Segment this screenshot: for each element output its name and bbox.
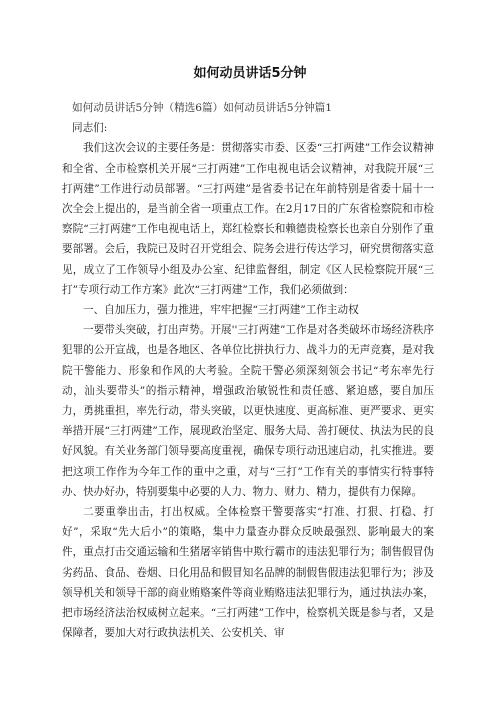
- document-subtitle: 如何动员讲话5分钟（精选6篇）如何动员讲话5分钟篇1: [72, 102, 333, 114]
- paragraph-point-1: 一要带头突破，打出声势。开展''三打两建”工作是对各类破坏市场经济秩序犯罪的公开宣战，也是各地区、各单位比拼执行力、战斗力的无声竞赛，是对我院干警能力、形象和作风的大考验。全院干警必须深刻领会书记“考东率先行动，汕头要带头”的指示精神，增强政治敏锐性和责任感、紧迫感，要自加压力，勇挑重担，率先行动，带头突破，以更快速度、更高标准、更严要求、更实举措开展“三打两建”工作，展现政治坚定、服务大局、善打硬仗、执法为民的良好风貌。有关业务部门领导要高度重视，确保专项行动迅速启动，扎实推进。要把这项工作作为今年工作的重中之重，对与“三打”工作有关的事情实行特事特办、快办好办，特别要集中必要的人力、物力、财力、精力，提供有力保障。: [62, 324, 434, 498]
- section-heading-1: 一、自加压力，强力推进，牢牢把握“三打两建”工作主动权: [83, 304, 359, 317]
- paragraph-intro: 我们这次会议的主要任务是：贯彻落实市委、区委“三打两建”工作会议精神和全省、全市检察机关开展“三打两建”工作电视电话会议精神，对我院开展“三打两建”工作进行动员部署。“三打两建”是省委书记在年前特别是省委十届十一次全会上提出的，是当前全省一项重点工作。在2月17日的广东省检察院和市检察院“三打两建”工作电视电话上，郑红检察长和赖德贵检察长也亲自分别作了重要部署。会后，我院已及时召开党组会、院务会进行传达学习，研究贯彻落实意见，成立了工作领导小组及办公室、纪律监督组，制定《区人民检察院开展“三打”专项行动工作方案》此次“三打两建”工作，我们必须做到：: [62, 142, 434, 296]
- document-body: [62, 98, 434, 643]
- document-title: 如何动员讲话5分钟: [193, 66, 307, 81]
- paragraph-point-2: 二要重拳出击，打出权威。全体检察干警要落实“打准、打狠、打稳、打好”，采取“先大后小”的策略，集中力量查办群众反映最强烈、影响最大的案件，重点打击交通运输和生猪屠宰销售中欺行霸市的违法犯罪行为；制售假冒伪劣药品、食品、卷烟、日化用品和假冒知名品牌的制假售假违法犯罪行为；涉及领导机关和领导干部的商业贿赂案件等商业贿赂违法犯罪行为，通过执法办案，把市场经济法治权威树立起来。“三打两建”工作中，检察机关既是参与者，又是保障者，要加大对行政执法机关、公安机关、审: [62, 506, 434, 640]
- salutation: 同志们:: [72, 122, 108, 135]
